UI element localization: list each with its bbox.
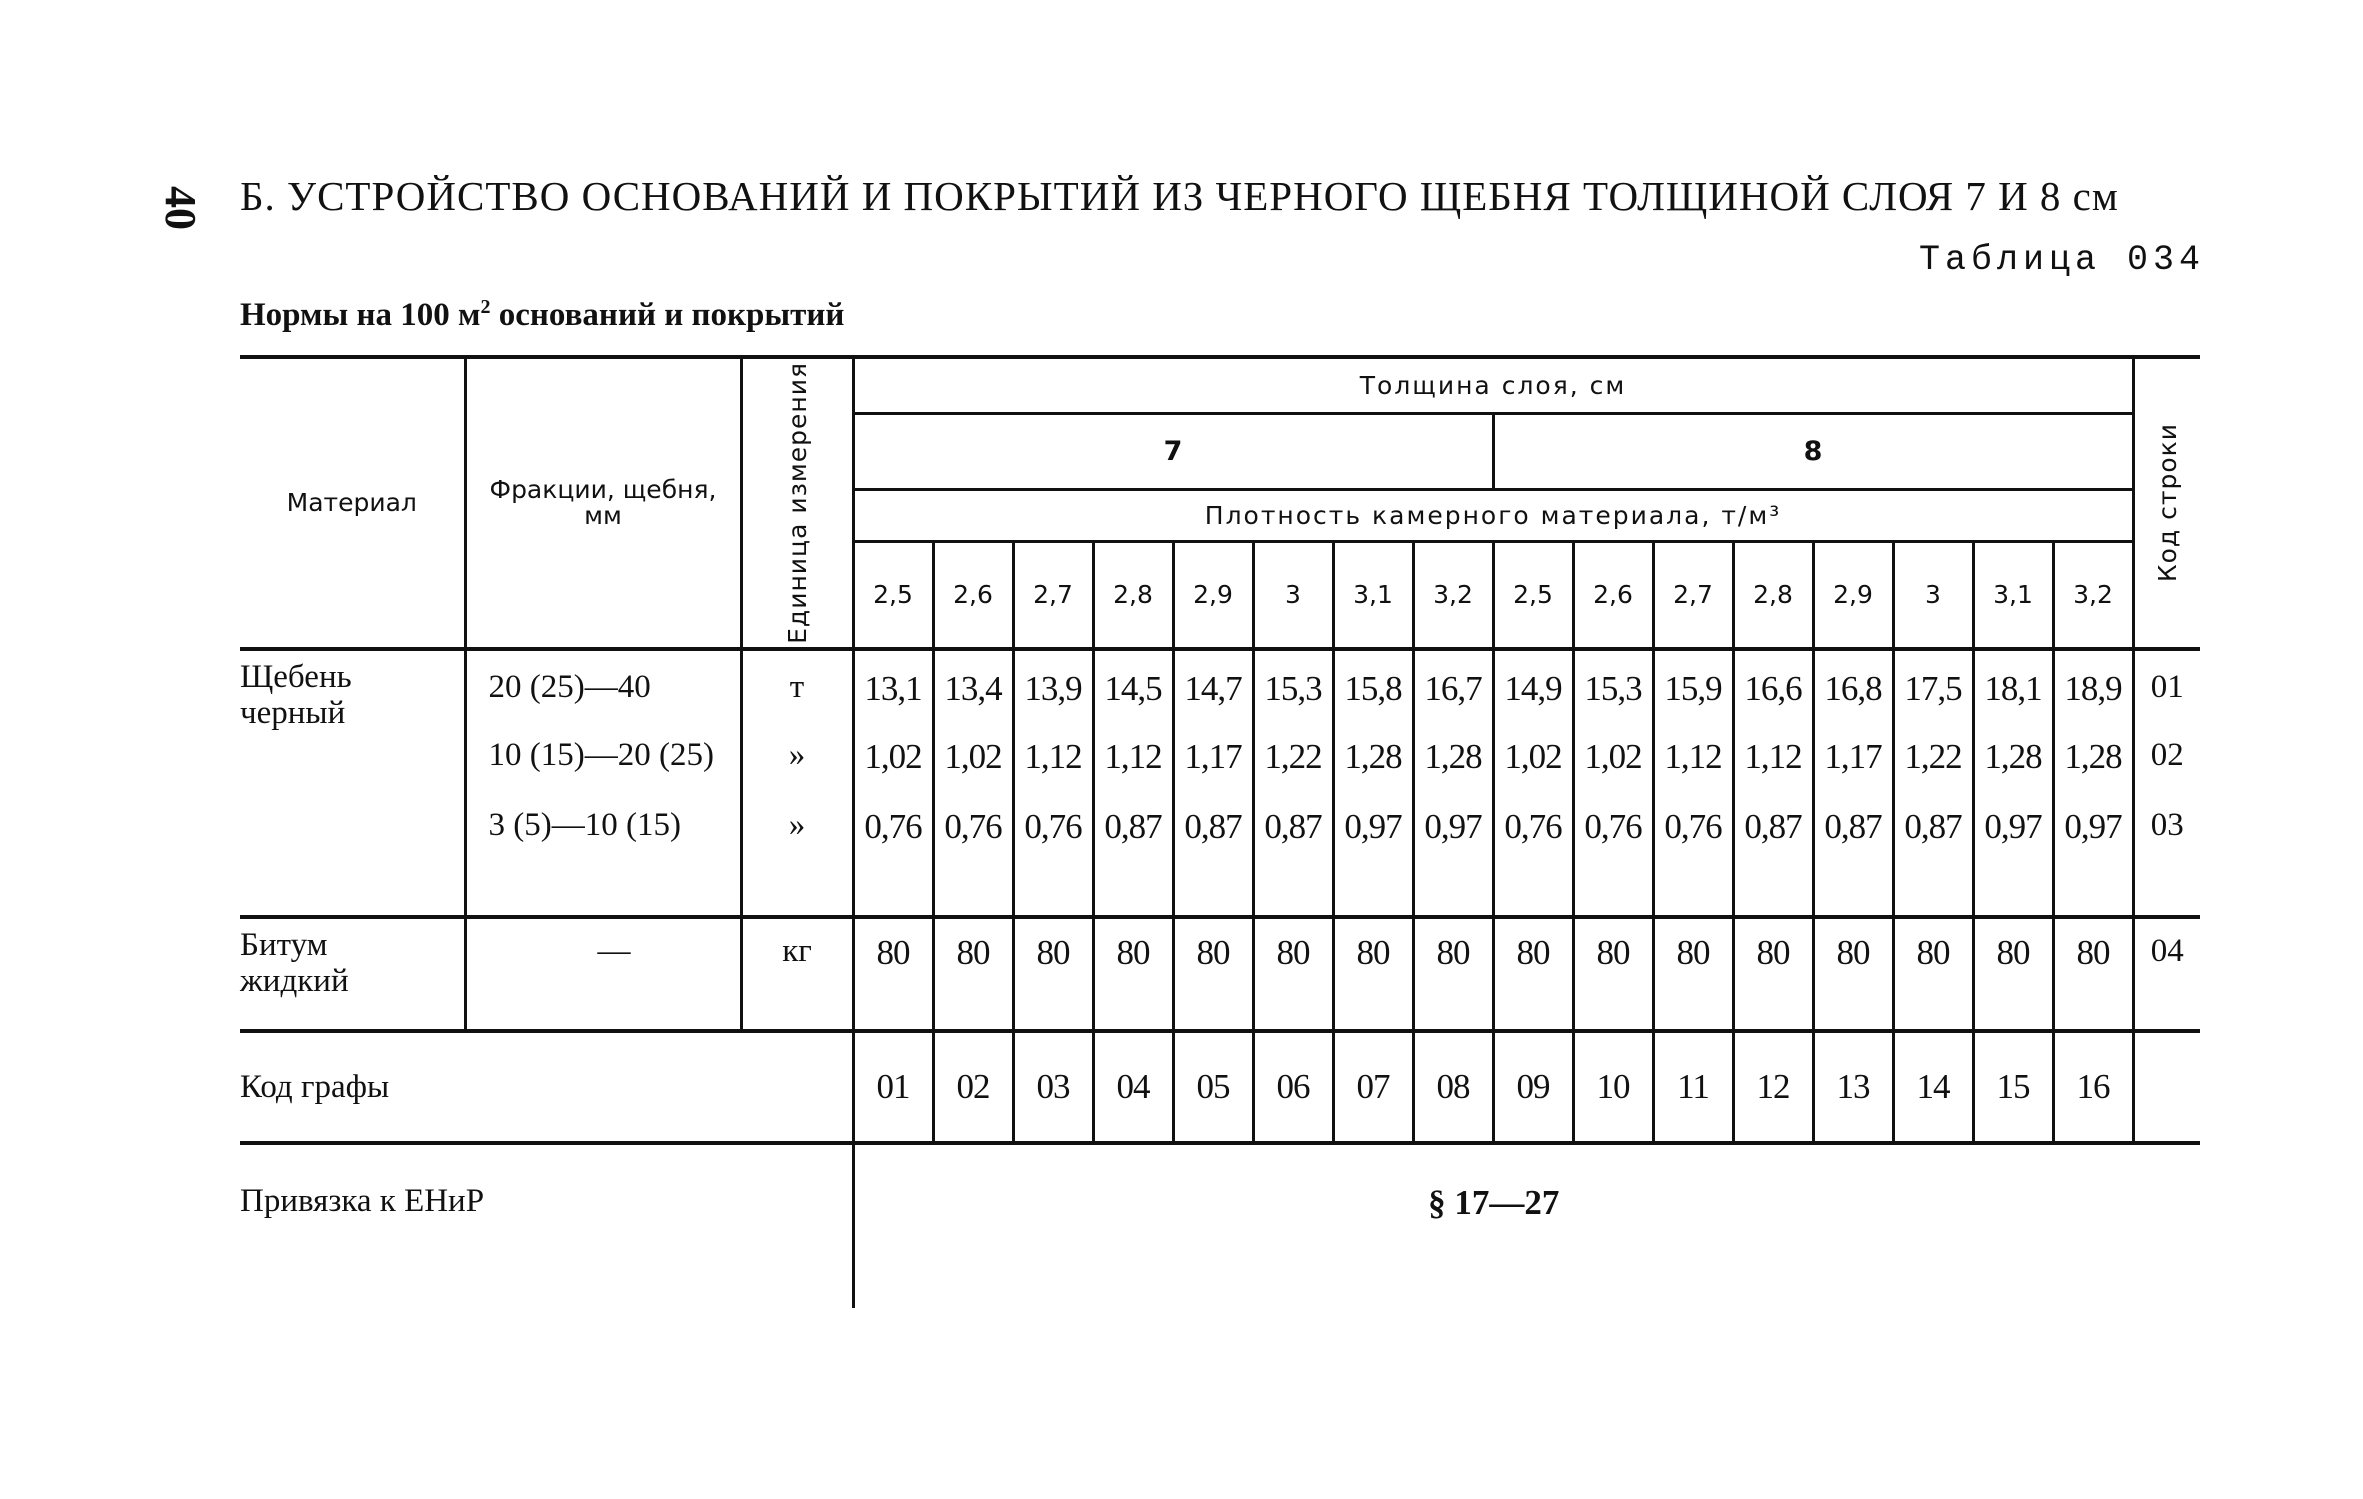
value-cell: 80 bbox=[2053, 917, 2133, 1031]
column-code-cell: 13 bbox=[1813, 1031, 1893, 1143]
density-value: 2,8 bbox=[1093, 541, 1173, 649]
value-cell: 0,76 bbox=[1013, 797, 1093, 917]
column-code-cell: 07 bbox=[1333, 1031, 1413, 1143]
subtitle-suffix: оснований и покрытий bbox=[490, 297, 845, 333]
value-cell: 1,02 bbox=[1493, 727, 1573, 797]
value-cell: 80 bbox=[1733, 917, 1813, 1031]
table-number: Таблица 034 bbox=[1918, 240, 2205, 280]
density-value: 3,2 bbox=[2053, 541, 2133, 649]
row-code-cell: 01 bbox=[2133, 649, 2200, 727]
table-header bbox=[240, 357, 2200, 649]
value-cell: 0,76 bbox=[853, 797, 933, 917]
density-value: 2,6 bbox=[1573, 541, 1653, 649]
value-cell: 80 bbox=[1013, 917, 1093, 1031]
value-cell: 16,6 bbox=[1733, 649, 1813, 727]
header-thickness-7: 7 bbox=[853, 413, 1493, 489]
header-fraction: Фракции, щебня, мм bbox=[465, 357, 741, 649]
row-code-cell: 03 bbox=[2133, 797, 2200, 917]
value-cell: 1,12 bbox=[1733, 727, 1813, 797]
page-number: 40 bbox=[156, 186, 205, 230]
value-cell: 0,87 bbox=[1253, 797, 1333, 917]
enir-row bbox=[240, 1143, 2200, 1308]
column-code-cell: 14 bbox=[1893, 1031, 1973, 1143]
density-value: 3,1 bbox=[1973, 541, 2053, 649]
value-cell: 18,9 bbox=[2053, 649, 2133, 727]
value-cell: 1,12 bbox=[1013, 727, 1093, 797]
material-cell: Битум жидкий bbox=[240, 917, 465, 1031]
table-body bbox=[240, 649, 2200, 1308]
subtitle-prefix: Нормы на 100 м bbox=[240, 297, 481, 333]
column-code-end bbox=[2133, 1031, 2200, 1143]
column-code-cell: 11 bbox=[1653, 1031, 1733, 1143]
density-value: 3,2 bbox=[1413, 541, 1493, 649]
column-code-cell: 04 bbox=[1093, 1031, 1173, 1143]
density-value: 2,8 bbox=[1733, 541, 1813, 649]
value-cell: 16,7 bbox=[1413, 649, 1493, 727]
density-value: 2,7 bbox=[1653, 541, 1733, 649]
column-code-cell: 05 bbox=[1173, 1031, 1253, 1143]
value-cell: 0,76 bbox=[1653, 797, 1733, 917]
value-cell: 15,3 bbox=[1253, 649, 1333, 727]
value-cell: 1,02 bbox=[853, 727, 933, 797]
value-cell: 14,7 bbox=[1173, 649, 1253, 727]
value-cell: 80 bbox=[853, 917, 933, 1031]
header-unit bbox=[741, 357, 853, 649]
value-cell: 80 bbox=[1893, 917, 1973, 1031]
density-value: 2,9 bbox=[1173, 541, 1253, 649]
value-cell: 13,4 bbox=[933, 649, 1013, 727]
value-cell: 0,97 bbox=[1333, 797, 1413, 917]
value-cell: 0,87 bbox=[1093, 797, 1173, 917]
header-row-code bbox=[2133, 357, 2200, 649]
value-cell: 0,76 bbox=[933, 797, 1013, 917]
row-code-cell: 02 bbox=[2133, 727, 2200, 797]
value-cell: 80 bbox=[1573, 917, 1653, 1031]
row-code-cell: 04 bbox=[2133, 917, 2200, 1031]
density-value: 3,1 bbox=[1333, 541, 1413, 649]
value-cell: 1,28 bbox=[1333, 727, 1413, 797]
value-cell: 80 bbox=[1333, 917, 1413, 1031]
column-code-label: Код графы bbox=[240, 1031, 853, 1143]
value-cell: 0,87 bbox=[1893, 797, 1973, 917]
table-subtitle bbox=[240, 296, 844, 334]
value-cell: 13,9 bbox=[1013, 649, 1093, 727]
header-density: Плотность камерного материала, т/м³ bbox=[853, 489, 2133, 541]
value-cell: 1,02 bbox=[1573, 727, 1653, 797]
value-cell: 80 bbox=[1093, 917, 1173, 1031]
enir-end bbox=[2133, 1143, 2200, 1308]
fraction-cell: 3 (5)—10 (15) bbox=[465, 797, 741, 917]
density-value: 2,9 bbox=[1813, 541, 1893, 649]
value-cell: 80 bbox=[1813, 917, 1893, 1031]
value-cell: 80 bbox=[1413, 917, 1493, 1031]
value-cell: 1,28 bbox=[2064, 737, 2122, 776]
value-cell: 1,17 bbox=[1173, 727, 1253, 797]
value-cell: 15,9 bbox=[1653, 649, 1733, 727]
value-cell: 0,97 bbox=[2053, 797, 2133, 917]
column-code-cell: 12 bbox=[1733, 1031, 1813, 1143]
value-cell: 14,5 bbox=[1093, 649, 1173, 727]
column-code-cell: 06 bbox=[1253, 1031, 1333, 1143]
enir-value: § 17—27 bbox=[1428, 1183, 1560, 1222]
value-cell: 0,97 bbox=[1973, 797, 2053, 917]
value-cell: 80 bbox=[1253, 917, 1333, 1031]
header-unit-text: Единица измерения bbox=[782, 362, 812, 644]
enir-label: Привязка к ЕНиР bbox=[240, 1143, 853, 1308]
value-cell: 1,02 bbox=[933, 727, 1013, 797]
value-cell: 16,8 bbox=[1813, 649, 1893, 727]
value-cell: 0,87 bbox=[1173, 797, 1253, 917]
header-row-code-text: Код строки bbox=[2152, 423, 2182, 583]
density-value: 2,5 bbox=[1493, 541, 1573, 649]
table-row bbox=[240, 917, 2200, 1031]
value-cell: 1,28 bbox=[1973, 727, 2053, 797]
value-cell: 80 bbox=[1493, 917, 1573, 1031]
section-title: Б. УСТРОЙСТВО ОСНОВАНИЙ И ПОКРЫТИЙ ИЗ ЧЕРНОГО ЩЕБНЯ ТОЛЩИНОЙ СЛОЯ 7 И 8 см bbox=[240, 173, 2119, 219]
density-value: 2,5 bbox=[853, 541, 933, 649]
column-code-cell: 01 bbox=[853, 1031, 933, 1143]
value-cell: 17,5 bbox=[1893, 649, 1973, 727]
value-cell: 15,8 bbox=[1333, 649, 1413, 727]
value-cell: 80 bbox=[1653, 917, 1733, 1031]
material-cell: Щебень черный bbox=[240, 649, 465, 917]
fraction-cell: — bbox=[465, 917, 741, 1031]
unit-cell: кг bbox=[741, 917, 853, 1031]
table-row bbox=[240, 797, 2200, 917]
header-material: Материал bbox=[240, 357, 465, 649]
value-cell: 0,76 bbox=[1493, 797, 1573, 917]
norms-table bbox=[240, 355, 2200, 1308]
value-cell: 0,76 bbox=[1573, 797, 1653, 917]
density-value: 3 bbox=[1893, 541, 1973, 649]
table-row bbox=[240, 727, 2200, 797]
density-value: 2,7 bbox=[1013, 541, 1093, 649]
value-cell: 80 bbox=[1173, 917, 1253, 1031]
value-cell: 1,12 bbox=[1093, 727, 1173, 797]
value-cell: 80 bbox=[1973, 917, 2053, 1031]
unit-cell: » bbox=[741, 797, 853, 917]
fraction-cell: 20 (25)—40 bbox=[465, 649, 741, 727]
value-cell: 1,12 bbox=[1653, 727, 1733, 797]
subtitle-superscript: 2 bbox=[480, 296, 491, 318]
column-code-row bbox=[240, 1031, 2200, 1143]
value-cell: 0,87 bbox=[1813, 797, 1893, 917]
value-cell: 80 bbox=[933, 917, 1013, 1031]
value-cell: 14,9 bbox=[1493, 649, 1573, 727]
column-code-cell: 03 bbox=[1013, 1031, 1093, 1143]
unit-cell: т bbox=[741, 649, 853, 727]
column-code-cell: 15 bbox=[1973, 1031, 2053, 1143]
value-cell: 1,22 bbox=[1253, 727, 1333, 797]
header-thickness: Толщина слоя, см bbox=[853, 357, 2133, 413]
value-cell: 0,87 bbox=[1733, 797, 1813, 917]
column-code-cell: 10 bbox=[1573, 1031, 1653, 1143]
column-code-cell: 09 bbox=[1493, 1031, 1573, 1143]
density-value: 2,6 bbox=[933, 541, 1013, 649]
value-cell: 0,97 bbox=[1413, 797, 1493, 917]
column-code-cell: 08 bbox=[1413, 1031, 1493, 1143]
value-cell: 15,3 bbox=[1573, 649, 1653, 727]
fraction-cell: 10 (15)—20 (25) bbox=[465, 727, 741, 797]
value-cell: 1,17 bbox=[1813, 727, 1893, 797]
value-cell: 1,28 bbox=[1413, 727, 1493, 797]
value-cell: 18,1 bbox=[1973, 649, 2053, 727]
value-cell: 1,22 bbox=[1893, 727, 1973, 797]
table-row bbox=[240, 649, 2200, 727]
unit-cell: » bbox=[741, 727, 853, 797]
density-value: 3 bbox=[1253, 541, 1333, 649]
column-code-cell: 16 bbox=[2053, 1031, 2133, 1143]
header-thickness-8: 8 bbox=[1493, 413, 2133, 489]
column-code-cell: 02 bbox=[933, 1031, 1013, 1143]
value-cell: 13,1 bbox=[853, 649, 933, 727]
